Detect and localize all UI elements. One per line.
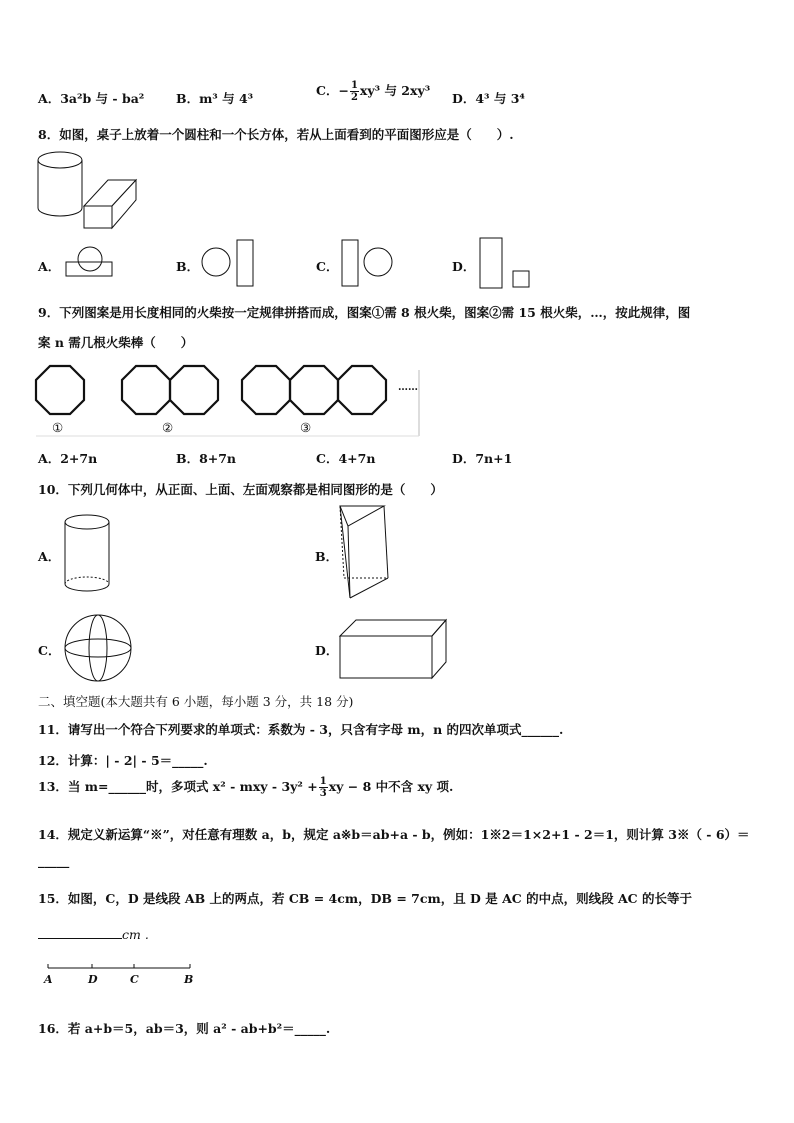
q15-point-c: C [130,973,139,986]
q15-point-d: D [88,973,98,986]
q13-prefix: 13．当 m=______时，多项式 x² - mxy - 3y² + [38,779,318,794]
q9-figure-label-2: ② [162,420,174,435]
q9-option-c: C．4+7n [316,451,376,466]
q10-option-c-label: C． [38,643,61,658]
q9-stem-line1: 9．下列图案是用长度相同的火柴按一定规律拼搭而成，图案①需 8 根火柴，图案②需 15 根火柴，…，按此规律，图 [38,305,691,320]
q7-option-c [316,80,430,103]
q10-option-d-label: D． [315,643,339,658]
q8-option-b-figure [200,238,260,288]
q9-figure-label-3: ③ [300,420,312,435]
q9-stem-line2: 案 n 需几根火柴棒（ ） [38,335,194,350]
q10-stem: 10．下列几何体中，从正面、上面、左面观察都是相同图形的是（ ） [38,482,443,497]
q7-option-c-fraction [350,80,359,103]
q10-option-a-label: A． [38,549,61,564]
q8-option-d-figure [478,236,534,290]
q8-option-c-label: C． [316,259,339,274]
q11-text: 11．请写出一个符合下列要求的单项式：系数为 - 3，只含有字母 m，n 的四次单项式______. [38,722,564,737]
q10-option-b-label: B． [315,549,339,564]
q10-option-b-prism [336,502,394,604]
q7-frac-num: 1 [350,80,358,91]
q8-option-a-label: A． [38,259,61,274]
q13-frac-den: 3 [319,788,327,799]
q9-continuation-dots: …… [398,382,418,393]
q9-option-d: D．7n+1 [452,451,513,466]
q13-frac-num: 1 [319,776,327,787]
q14-line1: 14．规定义新运算“※”，对任意有理数 a，b，规定 a※b＝ab+a - b，例如：1※2＝1×2+1 - 2＝1，则计算 3※（ - 6）＝ [38,827,750,842]
q8-option-b-label: B． [176,259,200,274]
q8-stem: 8．如图，桌子上放着一个圆柱和一个长方体，若从上面看到的平面图形应是（ ）. [38,127,514,142]
q9-option-a: A．2+7n [38,451,98,466]
q10-option-a-cylinder [62,512,112,596]
q15-answer-blank [38,938,122,939]
q15-point-b: B [184,973,194,986]
q15-unit: cm . [122,927,149,942]
q8-option-c-figure [340,238,400,288]
q14-answer-blank: _____ [38,853,70,868]
q12-text: 12．计算：| - 2| - 5＝_____. [38,753,208,768]
q13-fraction [319,776,328,799]
q7-option-a: A．3a²b 与 - ba² [38,91,145,106]
q15-segment-figure [44,962,196,976]
q9-option-b: B．8+7n [176,451,237,466]
q7-option-c-suffix: xy³ 与 2xy³ [359,83,431,98]
q10-option-c-sphere [62,612,136,686]
q9-matchstick-figure [36,362,422,440]
q13-suffix: xy − 8 中不含 xy 项. [328,779,454,794]
q10-option-d-cuboid [336,618,450,682]
q16-text: 16．若 a+b＝5，ab＝3，则 a² - ab+b²＝_____. [38,1021,331,1036]
q8-option-a-figure [64,245,116,279]
q7-option-c-prefix: C．− [316,83,349,98]
q15-line2 [38,927,149,942]
q15-line1: 15．如图，C，D 是线段 AB 上的两点，若 CB = 4cm，DB = 7cm，且 D 是 AC 的中点，则线段 AC 的长等于 [38,891,692,906]
q15-point-a: A [44,973,53,986]
q9-figure-label-1: ① [52,420,64,435]
q8-figure-cylinder-and-box [34,148,144,234]
section-2-heading: 二、填空题(本大题共有 6 小题，每小题 3 分，共 18 分) [38,694,354,709]
q8-option-d-label: D． [452,259,476,274]
q13-text [38,776,453,799]
q7-option-b: B．m³ 与 4³ [176,91,254,106]
q7-option-d: D．4³ 与 3⁴ [452,91,525,106]
q7-frac-den: 2 [350,92,358,103]
